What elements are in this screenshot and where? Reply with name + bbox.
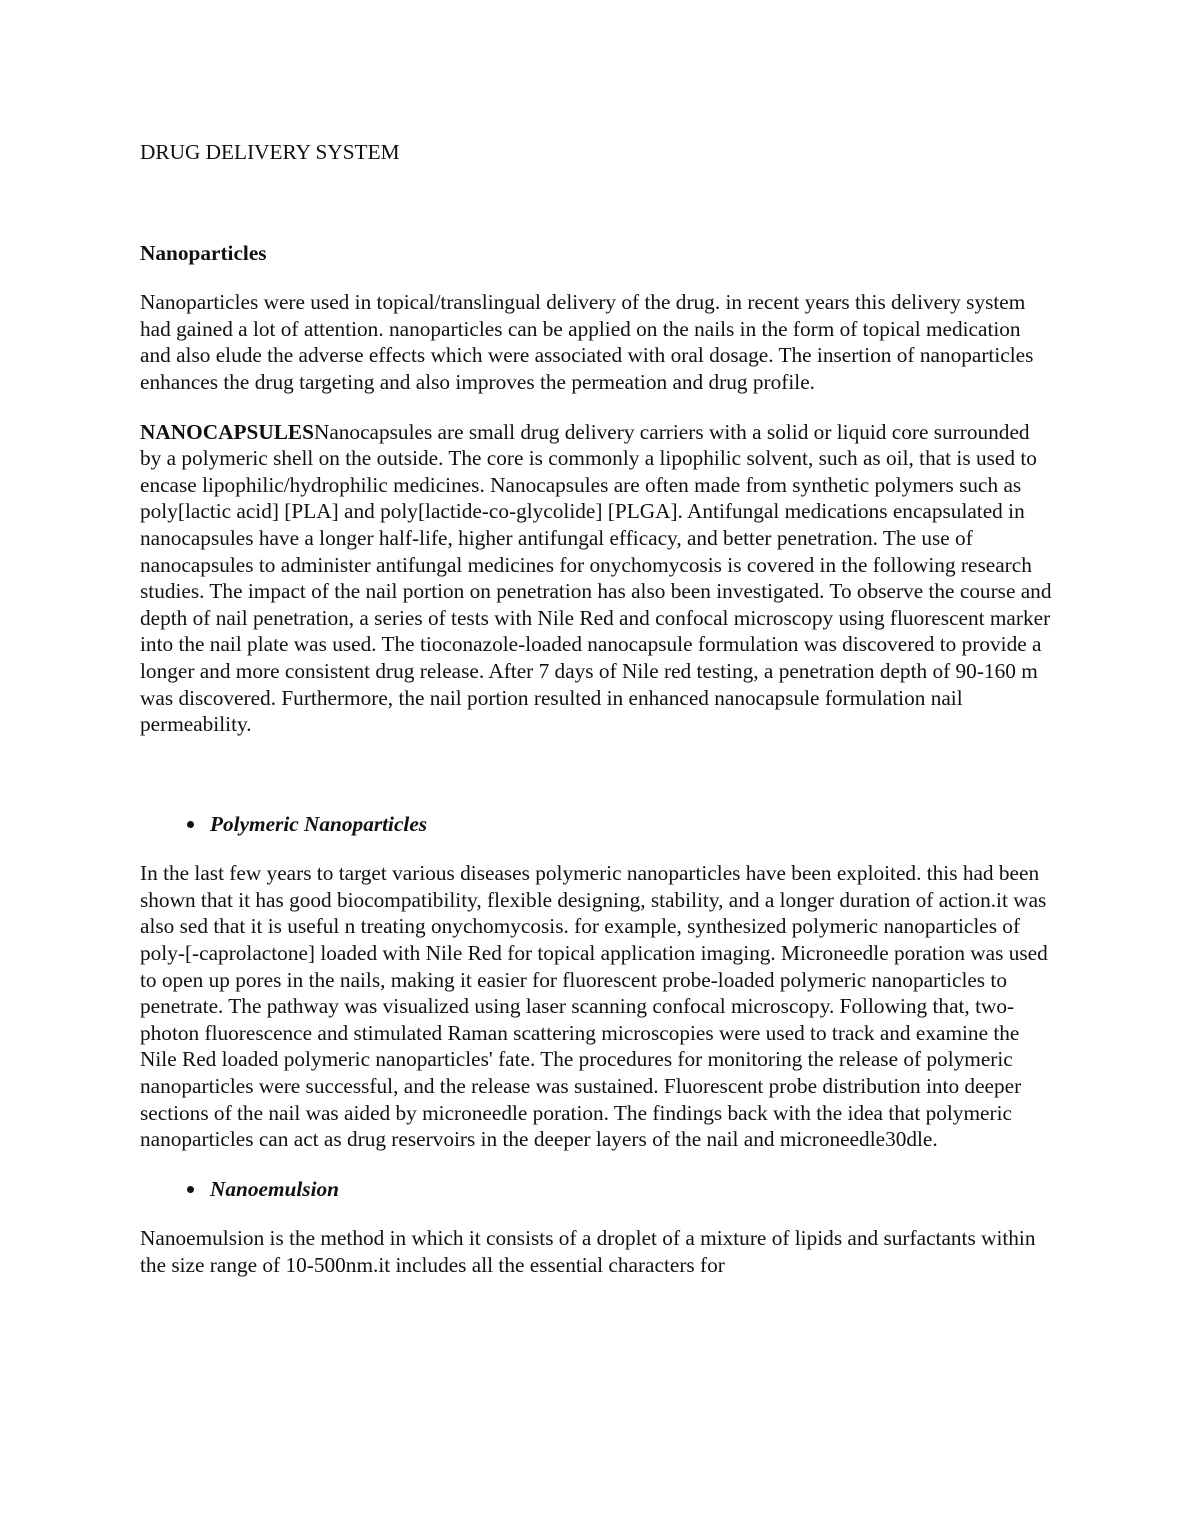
paragraph-nanoparticles: Nanoparticles were used in topical/translingual delivery of the drug. in recent years this delivery system had gained a lot of attention. nanoparticles can be applied on the nails in the form of topical medication and also elude the adverse effects which were associated with oral dosage. The insertion of nanoparticles enhances the drug targeting and also improves the permeation and drug profile.: [140, 290, 1034, 394]
section-heading-nanoparticles: Nanoparticles: [140, 240, 267, 265]
bullet-polymeric-label: Polymeric Nanoparticles: [210, 811, 428, 836]
document-body: [140, 139, 1055, 1279]
nanocapsules-heading: NANOCAPSULES: [140, 419, 314, 444]
bullet-dot-icon: [187, 821, 194, 828]
paragraph-polymeric-nanoparticles: In the last few years to target various diseases polymeric nanoparticles have been exploited. this had been shown that it has good biocompatibility, flexible designing, stability, and a longer duration of action.it was also sed that it is useful n treating onychomycosis. for example, synthesized polymeric nanoparticles of poly-[-caprolactone] loaded with Nile Red for topical application imaging. Microneedle poration was used to open up pores in the nails, making it easier for fluorescent probe-loaded polymeric nanoparticles to penetrate. The pathway was visualized using laser scanning confocal microscopy. Following that, two-photon fluorescence and stimulated Raman scattering microscopies were used to track and examine the Nile Red loaded polymeric nanoparticles' fate. The procedures for monitoring the release of polymeric nanoparticles were successful, and the release was sustained. Fluorescent probe distribution into deeper sections of the nail was aided by microneedle poration. The findings back with the idea that polymeric nanoparticles can act as drug reservoirs in the deeper layers of the nail and microneedle30dle.: [140, 861, 1048, 1152]
paragraph-nanocapsules-block: [140, 419, 1055, 738]
paragraph-nanocapsules: Nanocapsules are small drug delivery carriers with a solid or liquid core surrounded by a polymeric shell on the outside. The core is commonly a lipophilic solvent, such as oil, that is used to encase lipophilic/hydrophilic medicines. Nanocapsules are often made from synthetic polymers such as poly[lactic acid] [PLA] and poly[lactide-co-glycolide] [PLGA]. Antifungal medications encapsulated in nanocapsules have a longer half-life, higher antifungal efficacy, and better penetration. The use of nanocapsules to administer antifungal medicines for onychomycosis is covered in the following research studies. The impact of the nail portion on penetration has also been investigated. To observe the course and depth of nail penetration, a series of tests with Nile Red and confocal microscopy using fluorescent marker into the nail plate was used. The tioconazole-loaded nanocapsule formulation was discovered to provide a longer and more consistent drug release. After 7 days of Nile red testing, a penetration depth of 90-160 m was discovered. Furthermore, the nail portion resulted in enhanced nanocapsule formulation nail permeability.: [140, 419, 1052, 737]
bullet-nanoemulsion: [140, 1176, 1055, 1203]
paragraph-nanoemulsion: Nanoemulsion is the method in which it consists of a droplet of a mixture of lipids and surfactants within the size range of 10-500nm.it includes all the essential characters for: [140, 1226, 1036, 1277]
bullet-dot-icon: [187, 1186, 194, 1193]
bullet-nanoemulsion-label: Nanoemulsion: [210, 1176, 339, 1201]
document-title: DRUG DELIVERY SYSTEM: [140, 140, 400, 164]
bullet-polymeric-nanoparticles: [140, 811, 1055, 838]
